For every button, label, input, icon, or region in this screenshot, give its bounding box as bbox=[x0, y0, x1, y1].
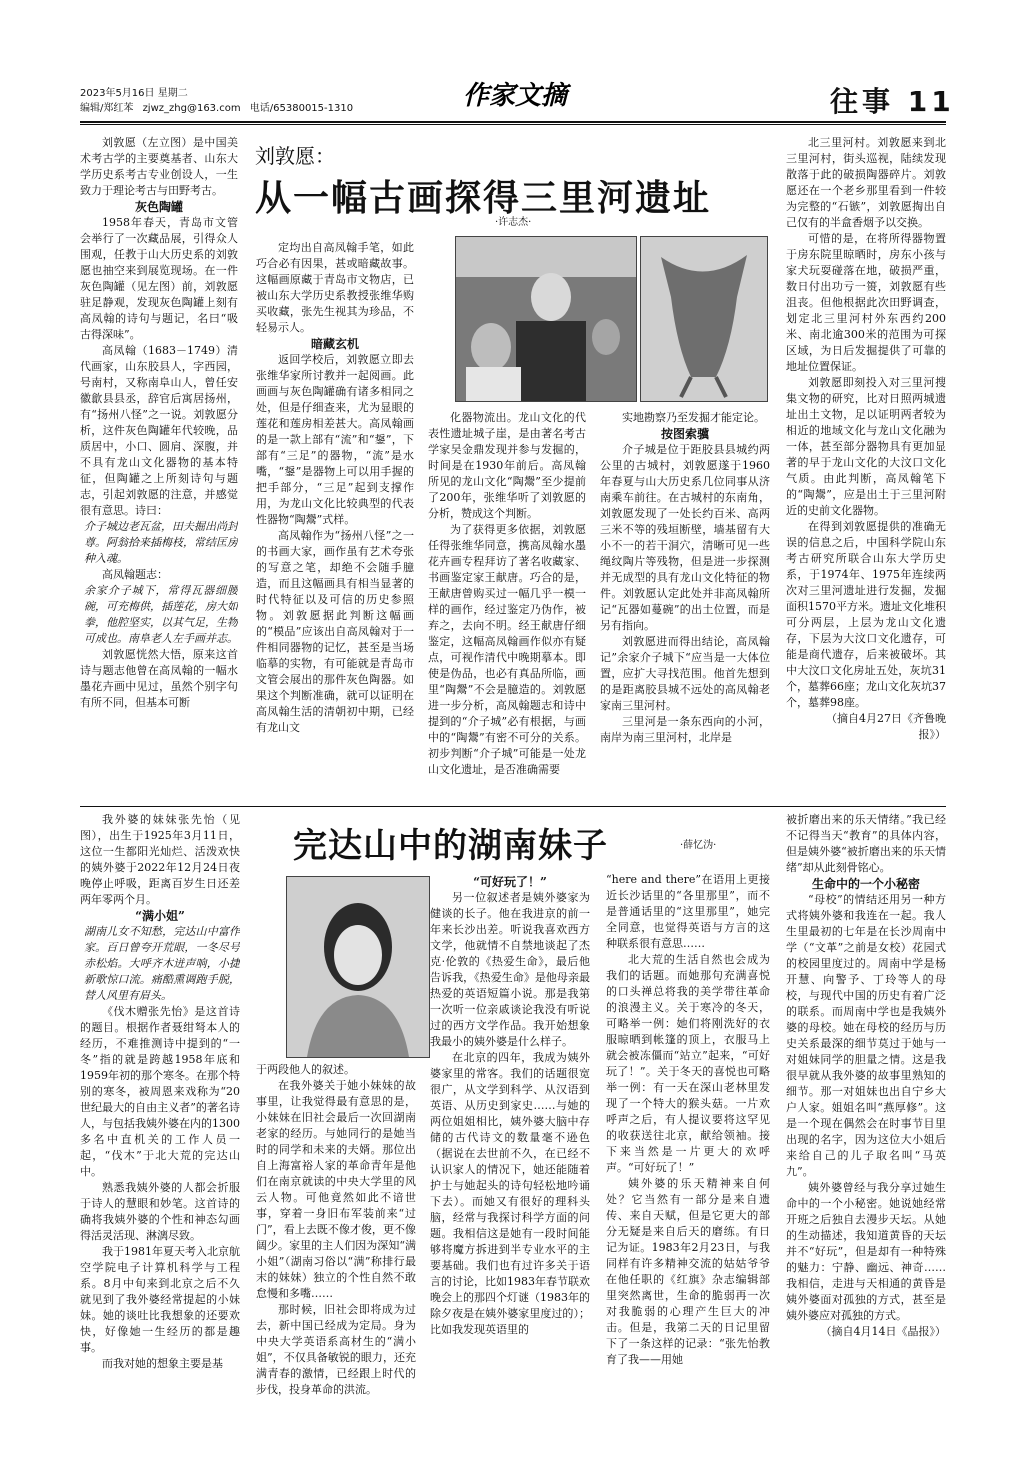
editor-phone: 电话/65380015-1310 bbox=[249, 103, 354, 114]
paragraph: 姨外婆的乐天精神来自何处？它当然有一部分是来自遗传、来自天赋，但是它更大的部分无疑是来自后天的磨练。有日记为证。1983年2月23日，与我同样有许多精神交流的姑姑爷爷在他任职的《红旗》杂志编辑部里突然离世，生命的脆弱再一次对我脆弱的心理产生巨大的冲击。但是，我第二天的日记里留下了一条这样的记录：“张先怡教育了我——用她 bbox=[606, 1177, 770, 1366]
section-name: 往事 bbox=[830, 85, 895, 118]
paragraph: 北三里河村。刘敦愿来到北三里河村，街头巡视，陆续发现散落于此的破损陶器碎片。刘敦愿还在一个老乡那里看到一件较为完整的“石镞”，刘敦愿掏出自己仅有的半盒香烟予以交换。 bbox=[786, 136, 946, 229]
article2-subhead-3: 生命中的一个小秘密 bbox=[811, 877, 920, 891]
article1-column-4 bbox=[600, 410, 770, 800]
paragraph: 1958年春天，青岛市文管会举行了一次藏品展，引得众人围观，任教于山大历史系的刘敦愿也抽空来到展览现场。在一件灰色陶罐（见左图）前，刘敦愿驻足静观，发现灰色陶罐上刻有高凤翰的诗句与题记，名曰“吸古得深味”。 bbox=[80, 216, 238, 341]
masthead-text: 作家文摘 bbox=[462, 81, 568, 111]
paragraph: 返回学校后，刘敦愿立即去张维华家所讨教并一起阅画。此画画与灰色陶罐确有诸多相同之处，但是仔细查来，尤为显眼的莲花和莲房相差甚大。高凤翰画的是一款上部有“流”和“鋬”，下部有“三足”的器物，“流”是水嘴，“鋬”是器物上可以用手握的把手部分，“三足”起到支撑作用，为龙山文化比较典型的代表性器物“陶鬶”式样。 bbox=[256, 353, 414, 526]
paragraph: 而我对她的想象主要是基 bbox=[102, 1357, 223, 1370]
article1-subhead-2: 暗藏玄机 bbox=[310, 337, 359, 351]
header-info bbox=[80, 86, 353, 116]
paragraph: 于两段他人的叙述。 bbox=[256, 1063, 355, 1076]
article1-kicker: 刘敦愿： bbox=[255, 144, 335, 168]
issue-date: 2023年5月16日 星期二 bbox=[80, 88, 188, 99]
paragraph: 介子城是位于距胶县县城约两公里的古城村，刘敦愿遂于1960年春夏与山大历史系几位同事从济南乘车前往。在古城村的东南角，刘敦愿发现了一处长约百米、高两三米不等的残垣断壁，墙基留有大小不一的若干洞穴，清晰可见一些绳纹陶片等残物，但是进一步探测并无成型的具有龙山文化特征的物件。刘敦愿认定此处并非高凤翰所记“瓦器如蔓碗”的出土位置，而是另有指向。 bbox=[600, 443, 770, 632]
paragraph: 可惜的是，在将所得器物置于房东院里晾晒时，房东小孩与家犬玩耍碰落在地，破损严重，数日付出功亏一篑，刘敦愿有些沮丧。但他根据此次田野调查，划定北三里河村外东西约200米、南北逾300米的范围为可探区域，为日后发掘提供了可靠的地址位置保证。 bbox=[786, 232, 946, 373]
paragraph: 定均出自高凤翰手笔，如此巧合必有因果，甚或暗藏故事。这幅画原藏于青岛市文物店，已被山东大学历史系教授张维华购买收藏，张先生视其为珍品，不轻易示人。 bbox=[256, 241, 414, 334]
article-divider bbox=[80, 806, 946, 807]
article1-photo-portrait bbox=[455, 236, 637, 402]
paragraph: 高凤翰题志： bbox=[102, 568, 168, 581]
paragraph: 北大荒的生活自然也会成为我们的话题。而她那句充满喜悦的口头禅总将我的美学带往革命的浪漫主义。关于寒冷的冬天，可略举一例：她们将刚洗好的衣服晾晒到帐篷的顶上，衣服马上就会被冻僵而“站立”起来，“可好玩了！”。关于冬天的喜悦也可略举一例：有一天在深山老林里发现了一个特大的猴头菇。一片欢呼声之后，有人提议要将这罕见的收获送往北京，献给领袖。接下来当然是一片更大的欢呼声。“可好玩了！” bbox=[606, 953, 770, 1174]
article1-column-1 bbox=[80, 135, 238, 799]
article2-subhead-2: “可好玩了！” bbox=[473, 875, 547, 889]
paragraph: “here and there”在语用上更接近长沙话里的“各里那里”，而不是普通话里的“这里那里”，她完全同意，也觉得英语与方言的这种联系很有意思…… bbox=[606, 873, 770, 950]
paragraph: 刘敦愿恍然大悟，原来这首诗与题志他曾在高凤翰的一幅水墨花卉画中见过，虽然个别字句有所不同，但基本可断 bbox=[80, 648, 238, 709]
article2-source: （摘自4月14日《晶报》） bbox=[820, 1325, 946, 1338]
article2-byline: ·薛忆沩· bbox=[680, 840, 717, 851]
paragraph: 在我外婆关于她小妹妹的故事里，让我觉得最有意思的是，小妹妹在旧社会最后一次回湖南老家的经历。与她同行的是她当时的同学和未来的夫婿。那位出自上海富裕人家的革命青年是他们在南京就读的中央大学里的风云人物。可他竟然如此不谙世事，穿着一身旧布军装前来“过门”，看上去既不像才俊，更不像阔少。家里的主人们因为深知“满小姐”（湖南习俗以“满”称排行最末的妹妹）独立的个性自然不敢怠慢和多嘴…… bbox=[256, 1079, 416, 1300]
poem: 湖南儿女不知愁，完达山中富作家。百日曾夸开荒眼，一冬尽号赤松焰。大呼齐木迸声响，小捷新歌惊口流。痛酷熏调跑手脱，替人风里有眉头。 bbox=[84, 925, 240, 1002]
article2-portrait-photo bbox=[286, 876, 430, 1058]
article2-column-4 bbox=[606, 872, 770, 1432]
editor-name: 编辑/郑红苯 bbox=[80, 103, 134, 114]
article2-column-1 bbox=[80, 812, 240, 1432]
article2-column-3 bbox=[430, 874, 590, 1432]
article1-byline: ·许志杰· bbox=[495, 217, 532, 228]
paragraph: 我外婆的妹妹张先怡（见图），出生于1925年3月11日，这位一生都阳光灿烂、活泼欢快的姨外婆于2022年12月24日夜晚停止呼吸，距离百岁生日还差两年零两个月。 bbox=[80, 813, 240, 906]
paragraph: 在得到刘敦愿提供的准确无误的信息之后，中国科学院山东考古研究所联合山东大学历史系，于1974年、1975年连续两次对三里河遗址进行发掘，发掘面积1570平方米。遗址文化堆积可分两层，上层为龙山文化遗存，下层为大汶口文化遗存，可能是商代遗存，后来被破坏。其中大汶口文化房址五处，灰坑31个，墓葬66座；龙山文化灰坑37个，墓葬98座。 bbox=[786, 520, 946, 709]
paragraph: 我于1981年夏天考入北京航空学院电子计算机科学与工程系。8月中旬来到北京之后不久就见到了我外婆经常提起的小妹妹。她的谈吐比我想象的还要欢快，好像她一生经历的都是趣事。 bbox=[80, 1245, 240, 1354]
paragraph: 刘敦愿即刻投入对三里河搜集文物的研究，比对日照两城遗址出土文物，足以证明两者较为相近的地域文化与龙山文化融为一体，甚至部分器物具有更加显著的早于龙山文化的大汶口文化气质。由此判断，高凤翰笔下的“陶鬶”，应是出土于三里河附近的史前文化器物。 bbox=[786, 376, 946, 517]
paragraph: “母校”的情结还用另一种方式将姨外婆和我连在一起。我人生里最初的七年是在长沙周南中学（“文革”之前是女校）花园式的校园里度过的。周南中学是杨开慧、向警予、丁玲等人的母校，与现代中国的历史有着广泛的联系。而周南中学也是我姨外婆的母校。她在母校的经历与历史关系最深的细节莫过于她与一对姐妹同学的胆量之情。这是我很早就从我外婆的故事里熟知的细节。那一对姐妹也出自宁乡大户人家。姐姐名叫“燕厚修”。这是一个现在偶然会在时事节目里出现的名字，因为这位大小姐后来给自己的儿子取名叫“马英九”。 bbox=[786, 893, 946, 1178]
paragraph: 化器物流出。龙山文化的代表性遗址城子崖，是由著名考古学家吴金鼎发现并参与发掘的，时间是在1930年前后。高凤翰所见的龙山文化“陶鬶”至少提前了200年，张维华听了刘敦愿的分析，赞成这个判断。 bbox=[428, 411, 586, 520]
masthead-logo bbox=[440, 74, 590, 114]
article1-column-2 bbox=[256, 240, 414, 800]
paragraph: 姨外婆曾经与我分享过她生命中的一个小秘密。她说她经常开班之后独自去漫步天坛。从她的生动描述，我知道黄昏的天坛并不“好玩”，但是却有一种特殊的魅力：宁静、幽远、神奇……我相信，走进与天相通的黄昏是姨外婆面对孤独的方式，甚至是姨外婆应对孤独的方式。 bbox=[786, 1181, 946, 1322]
article2-column-2 bbox=[256, 1062, 416, 1432]
paragraph: 高凤翰作为“扬州八怪”之一的书画大家，画作虽有艺术夸张的写意之笔，却绝不会随手臆造，而且这幅画具有相当显著的时代特征以及可信的历史参照物。刘敦愿据此判断这幅画的“模品”应该出自高凤翰对于一件相同器物的记忆，甚至是当场临摹的实物，有可能就是青岛市文管会展出的那件灰色陶器。如果这个判断准确，就可以证明在高凤翰生活的清朝初中期，已经有龙山文 bbox=[256, 529, 414, 734]
header-rule-thin bbox=[80, 124, 946, 125]
paragraph: 被折磨出来的乐天情绪。”我已经不记得当天“教育”的具体内容，但是姨外婆“被折磨出来的乐天情绪”却从此刻骨铭心。 bbox=[786, 813, 946, 874]
inscription: 余家介子城下，常得瓦器细腰碗，可充梅供，插莲花，房大如拳，他腔坚实，以其气足，生物可成也。南阜老人左手画并志。 bbox=[84, 584, 238, 645]
article1-title: 从一幅古画探得三里河遗址 bbox=[255, 178, 712, 219]
article1-intro: 刘敦愿（左立图）是中国美术考古学的主要奠基者、山东大学历史系考古专业创设人，一生致力于理论考古与田野考古。 bbox=[80, 136, 238, 197]
article1-column-3 bbox=[428, 410, 586, 800]
paragraph: 另一位叙述者是姨外婆家为健谈的长子。他在我进京的前一年来长沙出差。听说我喜欢西方文学，他就情不自禁地谈起了杰克·伦敦的《热爱生命》，最后他告诉我，《热爱生命》是他母亲最热爱的英语短篇小说。那是我第一次听一位亲戚谈论我没有听说过的西方文学作品。我开始想象我最小的姨外婆是什么样子。 bbox=[430, 891, 590, 1048]
paragraph: 《伐木赠张先怡》是这首诗的题目。根据作者聂绀弩本人的经历，不难推测诗中提到的“一冬”指的就是跨越1958年底和1959年初的那个寒冬。在那个特别的寒冬，被周恩来戏称为“20世纪最大的自由主义者”的著名诗人，与包括我姨外婆在内的1300多名中直机关的工作人员一起，“伐木”于北大荒的完达山中。 bbox=[80, 1005, 240, 1178]
paragraph: 实地勘察乃至发掘才能定论。 bbox=[622, 411, 765, 424]
paragraph: 刘敦愿进而得出结论，高凤翰记”余家介子城下“应当是一大体位置，应扩大寻找范围。他首先想到的是距离胶县城不远处的高凤翰老家南三里河村。 bbox=[600, 635, 770, 712]
paragraph: 为了获得更多依据，刘敦愿任得张维华同意，携高凤翰水墨花卉画专程拜访了著名收藏家、书画鉴定家王献唐。巧合的是，王献唐曾购买过一幅几乎一模一样的画作，经过鉴定乃伪作，被弃之，去向不明。经王献唐仔细鉴定，这幅高凤翰画作似亦有疑点，可视作清代中晚期摹本。即使是伪品，也必有真品所临，画里“陶鬶”不会是臆造的。刘敦愿进一步分析，高凤翰题志和诗中提到的“介子城”必有根据，与画中的“陶鬶”有密不可分的关系。初步判断“介子城”可能是一处龙山文化遗址，是否准确需要 bbox=[428, 523, 586, 776]
article2-column-5 bbox=[786, 812, 946, 1432]
paragraph: 那时候，旧社会即将成为过去，新中国已经成为定局。身为中央大学英语系高材生的“满小姐”，不仅具备敏锐的眼力，还充满青春的激情，已经跟上时代的步伐，投身革命的洪流。 bbox=[256, 1303, 416, 1396]
article1-subhead-3: 按图索骥 bbox=[660, 427, 709, 441]
article2-title: 完达山中的湖南妹子 bbox=[293, 826, 608, 866]
poem: 介子城边老瓦盆，田夫掘出尚封尊。阿翁拾来插梅枝，常结匡房种入魂。 bbox=[84, 520, 238, 565]
article1-column-5 bbox=[786, 135, 946, 800]
editor-email: zjwz_zhg@163.com bbox=[142, 103, 241, 114]
paragraph: 在北京的四年，我成为姨外婆家里的常客。我们的话题很宽很广，从文学到科学、从汉语到英语、从历史到家史……与她的两位姐姐相比，姨外婆大脑中存储的古代诗文的数量毫不逊色（据说在去世前不久，在已经不认识家人的情况下，她还能随着护士与她起头的诗句轻松地吟诵下去）。而她又有很好的理科头脑，经常与我探讨科学方面的问题。我相信这是她有一段时间能够将魔方拆进到半专业水平的主要基础。我们也有过许多关于语言的讨论，比如1983年春节联欢晚会上的那四个灯谜（1983年的除夕夜是在姨外婆家里度过的）；比如我发现英语里的 bbox=[430, 1051, 590, 1336]
article1-subhead-1: 灰色陶罐 bbox=[134, 200, 183, 214]
paragraph: 高凤翰（1683－1749）清代画家，山东胶县人，字西园，号南村，又称南阜山人，曾任安徽歙县县丞，辞官后寓居扬州，有“扬州八怪”之一说。刘敦愿分析，这件灰色陶罐年代较晚，品质居中，小口、圆肩、深腹，并不具有龙山文化器物的基本特征，但陶罐之上所刻诗句与题志，引起刘敦愿的注意，并感觉很有意思。诗曰： bbox=[80, 344, 238, 517]
section-header bbox=[830, 80, 955, 120]
article2-subhead-1: “满小姐” bbox=[135, 909, 185, 923]
article1-source: （摘自4月27日《齐鲁晚报》） bbox=[826, 712, 946, 741]
article1-photo-pottery bbox=[640, 236, 768, 402]
page-number: 11 bbox=[907, 85, 955, 118]
paragraph: 熟悉我姨外婆的人都会折服于诗人的慧眼和妙笔。这首诗的确将我姨外婆的个性和神态勾画得活灵活现、淋漓尽致。 bbox=[80, 1181, 240, 1242]
header-rule bbox=[80, 121, 946, 123]
paragraph: 三里河是一条东西向的小河，南岸为南三里河村，北岸是 bbox=[600, 715, 770, 744]
